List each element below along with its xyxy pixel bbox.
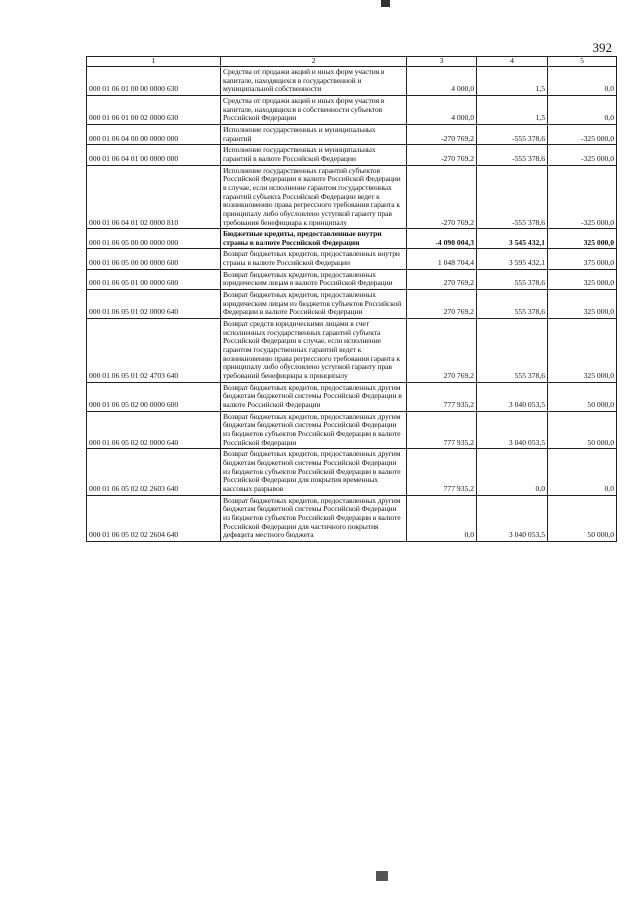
item-name-cell: Бюджетные кредиты, предоставленные внутри страны в валюте Российской Федерации [221,229,407,249]
budget-code-cell: 000 01 06 05 01 02 0000 640 [87,290,221,319]
amount-col3-cell: 1 048 704,4 [407,249,477,269]
table-row [87,229,617,249]
amount-col3-cell: 777 935,2 [407,382,477,411]
item-name-cell: Средства от продажи акций и иных форм участия в капитале, находящихся в государственной и муниципальной собственности [221,67,407,96]
column-header: 3 [407,57,477,67]
amount-col5-cell: 325 000,0 [548,229,617,249]
amount-col5-cell: -325 000,0 [548,145,617,165]
amount-col3-cell: 4 000,0 [407,95,477,124]
amount-col5-cell: 50 000,0 [548,411,617,449]
budget-code-cell: 000 01 06 05 02 02 2604 640 [87,495,221,541]
amount-col5-cell: -325 000,0 [548,124,617,144]
item-name-cell: Средства от продажи акций и иных форм участия в капитале, находящихся в собственности субъектов Российской Федерации [221,95,407,124]
amount-col5-cell: 50 000,0 [548,382,617,411]
column-header: 1 [87,57,221,67]
table-row [87,95,617,124]
table-header-row [87,57,617,67]
amount-col5-cell: 0,0 [548,449,617,495]
table-row [87,449,617,495]
amount-col5-cell: 325 000,0 [548,290,617,319]
table-row [87,382,617,411]
amount-col4-cell: -555 378,6 [477,165,548,229]
budget-code-cell: 000 01 06 05 02 00 0000 600 [87,382,221,411]
table-row [87,269,617,289]
table-row [87,67,617,96]
amount-col3-cell: 777 935,2 [407,411,477,449]
budget-code-cell: 000 01 06 05 01 02 4703 640 [87,319,221,383]
column-header: 2 [221,57,407,67]
amount-col5-cell: 375 000,0 [548,249,617,269]
item-name-cell: Исполнение государственных гарантий субъектов Российской Федерации в валюте Российской Федерации в случае, если исполнение гарантом государственных гарантий субъекта Российской Федерации ведет к возникновению права регрессного требования гаранта к принципалу либо обусловлено уступкой гаранту прав требования бенефициара к принципалу [221,165,407,229]
amount-col4-cell: 3 040 053,5 [477,495,548,541]
amount-col3-cell: 777 935,2 [407,449,477,495]
amount-col4-cell: 3 595 432,1 [477,249,548,269]
table-row [87,290,617,319]
budget-code-cell: 000 01 06 05 02 02 0000 640 [87,411,221,449]
amount-col4-cell: 555 378,6 [477,290,548,319]
item-name-cell: Возврат бюджетных кредитов, предоставленных другим бюджетам бюджетной системы Российской Федерации в валюте Российской Федерации [221,382,407,411]
item-name-cell: Возврат бюджетных кредитов, предоставленных юридическим лицам в валюте Российской Федерации [221,269,407,289]
amount-col3-cell: -270 769,2 [407,165,477,229]
amount-col3-cell: 270 769,2 [407,290,477,319]
amount-col4-cell: 1,5 [477,67,548,96]
amount-col4-cell: 3 040 053,5 [477,382,548,411]
table-row [87,319,617,383]
item-name-cell: Возврат бюджетных кредитов, предоставленных юридическим лицам из бюджетов субъектов Российской Федерации в валюте Российской Федерации [221,290,407,319]
amount-col5-cell: 325 000,0 [548,269,617,289]
table-row [87,124,617,144]
amount-col5-cell: 0,0 [548,67,617,96]
item-name-cell: Исполнение государственных и муниципальных гарантий [221,124,407,144]
budget-code-cell: 000 01 06 04 01 00 0000 000 [87,145,221,165]
amount-col5-cell: -325 000,0 [548,165,617,229]
amount-col4-cell: 1,5 [477,95,548,124]
amount-col3-cell: 0,0 [407,495,477,541]
amount-col3-cell: 4 000,0 [407,67,477,96]
budget-code-cell: 000 01 06 05 00 00 0000 600 [87,249,221,269]
budget-code-cell: 000 01 06 05 02 02 2603 640 [87,449,221,495]
table-row [87,411,617,449]
amount-col4-cell: -555 378,6 [477,124,548,144]
amount-col5-cell: 0,0 [548,95,617,124]
amount-col3-cell: -270 769,2 [407,124,477,144]
amount-col5-cell: 50 000,0 [548,495,617,541]
table-row [87,495,617,541]
column-header: 5 [548,57,617,67]
item-name-cell: Возврат бюджетных кредитов, предоставленных другим бюджетам бюджетной системы Российской Федерации из бюджетов субъектов Российской Федерации в валюте Российской Федерации для покрытия временных кассовых разрывов [221,449,407,495]
amount-col3-cell: 270 769,2 [407,319,477,383]
amount-col5-cell: 325 000,0 [548,319,617,383]
amount-col4-cell: 555 378,6 [477,269,548,289]
amount-col3-cell: 270 769,2 [407,269,477,289]
item-name-cell: Возврат бюджетных кредитов, предоставленных внутри страны в валюте Российской Федерации [221,249,407,269]
table-row [87,145,617,165]
scan-mark-top [381,0,390,7]
item-name-cell: Возврат бюджетных кредитов, предоставленных другим бюджетам бюджетной системы Российской Федерации из бюджетов субъектов Российской Федерации в валюте Российской Федерации для частичного покрытия дефицита местного бюджета [221,495,407,541]
amount-col4-cell: 3 040 053,5 [477,411,548,449]
budget-code-cell: 000 01 06 04 00 00 0000 000 [87,124,221,144]
amount-col3-cell: -270 769,2 [407,145,477,165]
budget-code-cell: 000 01 06 05 00 00 0000 000 [87,229,221,249]
table-row [87,165,617,229]
amount-col4-cell: 0,0 [477,449,548,495]
amount-col4-cell: -555 378,6 [477,145,548,165]
scan-mark-bottom [376,871,388,881]
column-header: 4 [477,57,548,67]
table-row [87,249,617,269]
amount-col4-cell: 3 545 432,1 [477,229,548,249]
item-name-cell: Возврат бюджетных кредитов, предоставленных другим бюджетам бюджетной системы Российской Федерации из бюджетов субъектов Российской Федерации в валюте Российской Федерации [221,411,407,449]
item-name-cell: Исполнение государственных и муниципальных гарантий в валюте Российской Федерации [221,145,407,165]
amount-col4-cell: 555 378,6 [477,319,548,383]
item-name-cell: Возврат средств юридическими лицами в счет исполненных государственных гарантий субъекта Российской Федерации в случае, если исполнение гарантом государственных гарантий ведет к возникновению права регрессного требования гаранта к принципалу либо обусловлено уступкой гаранту прав требований бенефициара к принципалу [221,319,407,383]
amount-col3-cell: -4 090 004,3 [407,229,477,249]
budget-sources-table [86,56,617,542]
page-number: 392 [592,40,612,55]
budget-code-cell: 000 01 06 01 00 02 0000 630 [87,95,221,124]
budget-code-cell: 000 01 06 05 01 00 0000 600 [87,269,221,289]
budget-code-cell: 000 01 06 04 01 02 0000 810 [87,165,221,229]
budget-code-cell: 000 01 06 01 00 00 0000 630 [87,67,221,96]
